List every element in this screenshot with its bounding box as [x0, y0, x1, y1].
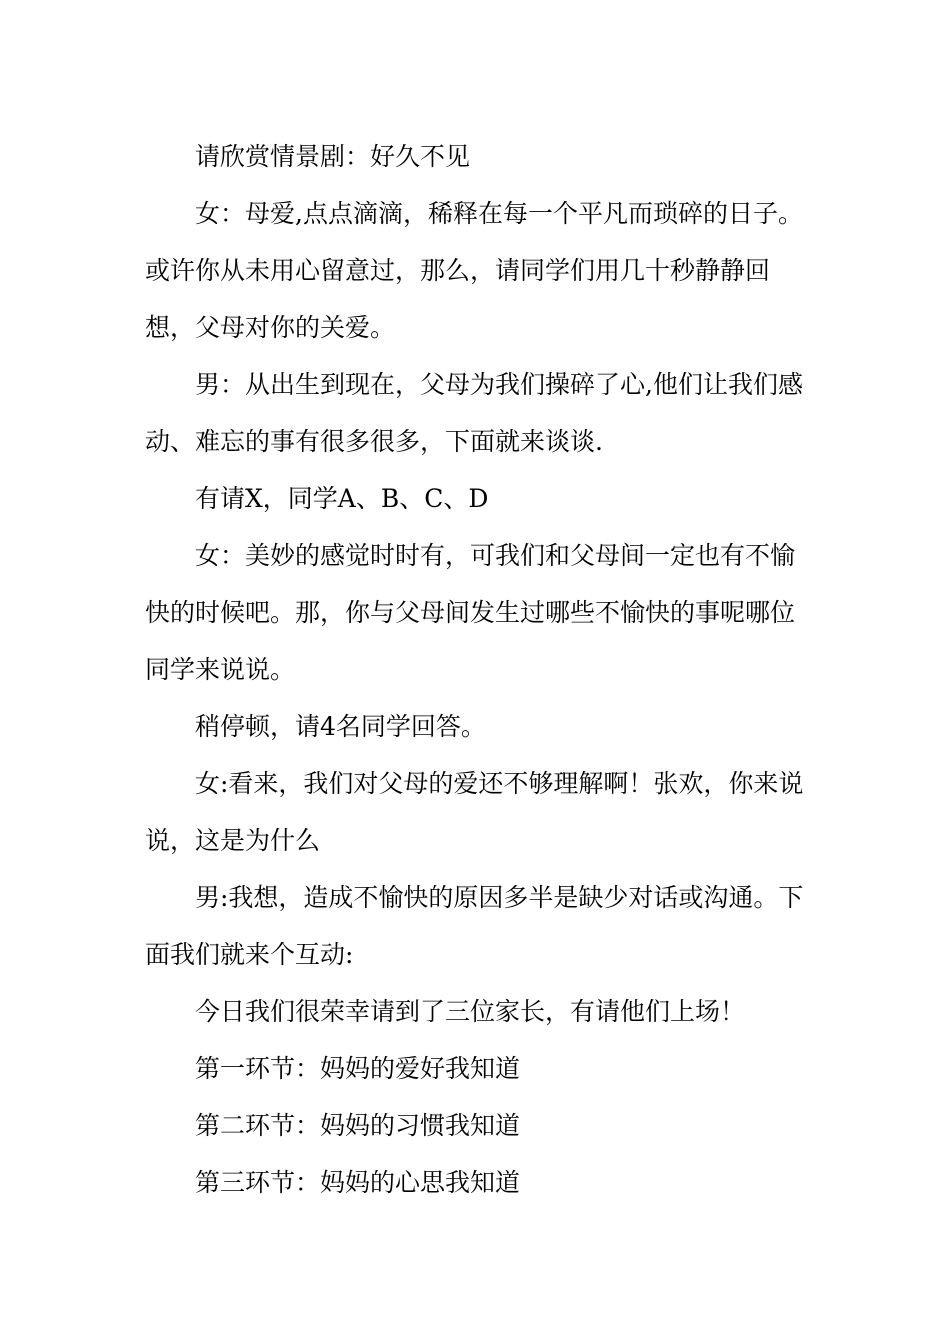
paragraph-title: 请欣赏情景剧：好久不见	[195, 142, 471, 171]
paragraph-invite: 有请X，同学A、B、C、D	[195, 484, 489, 513]
document-body	[145, 128, 810, 1211]
paragraph-female-1: 女：母爱,点点滴滴，稀释在每一个平凡而琐碎的日子。或许你从未用心留意过，那么，请同学们用几十秒静静回想，父母对你的关爱。	[145, 199, 803, 342]
paragraph-parents: 今日我们很荣幸请到了三位家长，有请他们上场！	[195, 997, 746, 1026]
paragraph-segment-1: 第一环节：妈妈的爱好我知道	[195, 1054, 521, 1083]
paragraph-female-3: 女:看来，我们对父母的爱还不够理解啊！张欢，你来说说，这是为什么	[145, 769, 804, 855]
paragraph-male-2: 男:我想，造成不愉快的原因多半是缺少对话或沟通。下面我们就来个互动:	[145, 883, 804, 969]
paragraph-pause: 稍停顿，请4名同学回答。	[195, 712, 486, 741]
paragraph-segment-2: 第二环节：妈妈的习惯我知道	[195, 1111, 521, 1140]
paragraph-male-1: 男：从出生到现在，父母为我们操碎了心,他们让我们感动、难忘的事有很多很多，下面就来谈谈.	[145, 370, 803, 456]
paragraph-segment-3: 第三环节：妈妈的心思我知道	[195, 1168, 521, 1197]
paragraph-female-2: 女：美妙的感觉时时有，可我们和父母间一定也有不愉快的时候吧。那，你与父母间发生过哪些不愉快的事呢哪位同学来说说。	[145, 541, 796, 684]
